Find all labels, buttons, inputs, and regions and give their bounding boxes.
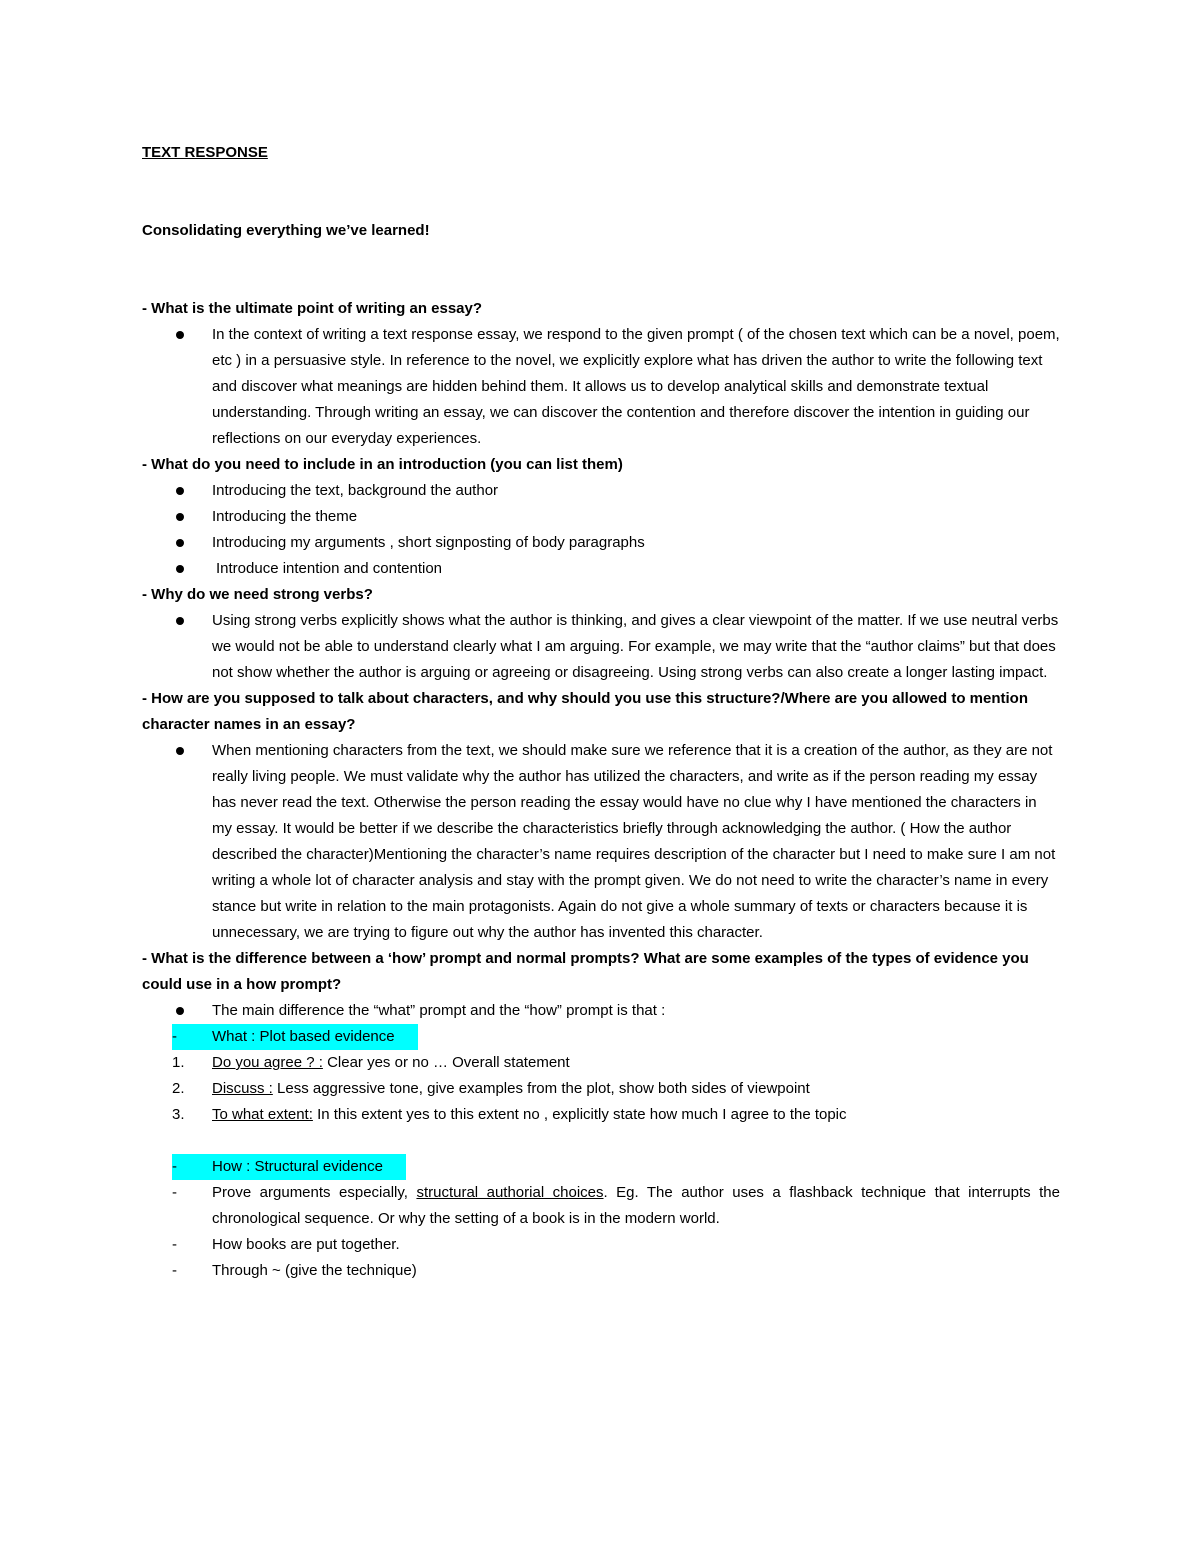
bullet-icon xyxy=(176,539,184,547)
item-text: How books are put together. xyxy=(212,1236,400,1253)
question-strong-verbs: - Why do we need strong verbs? xyxy=(142,586,373,603)
dash-marker: - xyxy=(172,1028,177,1045)
item-text: Prove arguments especially, xyxy=(212,1184,417,1201)
item-number: 3. xyxy=(172,1106,185,1123)
dash-marker: - xyxy=(172,1158,177,1175)
dash-marker: - xyxy=(172,1262,177,1279)
answer-text: Introducing my arguments , short signposting of body paragraphs xyxy=(212,534,645,551)
what-heading-row xyxy=(142,1024,1060,1050)
item-label: Do you agree ? : xyxy=(212,1054,323,1071)
list-item xyxy=(142,530,1060,556)
item-label: To what extent: xyxy=(212,1106,313,1123)
list-item xyxy=(142,504,1060,530)
item-text: Through ~ (give the technique) xyxy=(212,1262,417,1279)
bullet-icon xyxy=(176,513,184,521)
answer-text: When mentioning characters from the text, we should make sure we reference that it is a creation of the author, as they are not really living people. We must validate why the author has utilized the characters, and write as if the person reading my essay has never read the text. Otherwise the person reading the essay would have no clue why I have mentioned the characters in my essay. It would be better if we describe the characteristics briefly through acknowledging the author. ( How the author described the character)Mentioning the character’s name requires description of the character but I need to make sure I am not writing a whole lot of character analysis and stay with the prompt given. We do not need to write the character’s name in every stance but write in relation to the main protagonists. Again do not give a whole summary of texts or characters because it is unnecessary, we are trying to figure out why the author has invented this character. xyxy=(212,742,1056,941)
item-number: 2. xyxy=(172,1080,185,1097)
dash-item xyxy=(142,1232,1060,1258)
bullet-icon xyxy=(176,331,184,339)
how-heading: How : Structural evidence xyxy=(212,1158,383,1175)
document-subtitle: Consolidating everything we’ve learned! xyxy=(142,222,430,239)
dash-item xyxy=(142,1258,1060,1284)
bullet-icon xyxy=(176,617,184,625)
question-introduction: - What do you need to include in an introduction (you can list them) xyxy=(142,456,623,473)
item-label: Discuss : xyxy=(212,1080,273,1097)
list-item xyxy=(142,998,1060,1024)
what-heading: What : Plot based evidence xyxy=(212,1028,395,1045)
bullet-icon xyxy=(176,487,184,495)
item-text: Less aggressive tone, give examples from the plot, show both sides of viewpoint xyxy=(272,1080,810,1097)
answer-text: Introduce intention and contention xyxy=(216,560,443,577)
item-text: Clear yes or no … Overall statement xyxy=(322,1054,570,1071)
item-underlined: structural authorial choices xyxy=(416,1184,604,1201)
numbered-item xyxy=(142,1102,1060,1128)
list-item xyxy=(142,478,1060,504)
bullet-icon xyxy=(176,1007,184,1015)
question-ultimate-point: - What is the ultimate point of writing an essay? xyxy=(142,300,483,317)
item-text: In this extent yes to this extent no , explicitly state how much I agree to the topic xyxy=(312,1106,847,1123)
numbered-item xyxy=(142,1050,1060,1076)
list-item xyxy=(142,322,1060,452)
answer-text: In the context of writing a text response essay, we respond to the given prompt ( of the chosen text which can be a novel, poem, etc ) in a persuasive style. In reference to the novel, we explicitly explore what has driven the author to write the following text and discover what meanings are hidden behind them. It allows us to develop analytical skills and demonstrate textual understanding. Through writing an essay, we can discover the contention and therefore discover the intention in guiding our reflections on our everyday experiences. xyxy=(212,326,1060,447)
answer-text: Using strong verbs explicitly shows what the author is thinking, and gives a clear viewpoint of the matter. If we use neutral verbs we would not be able to understand clearly what I am arguing. For example, we may write that the “author claims” but that does not show whether the author is arguing or agreeing or disagreeing. Using strong verbs can also create a longer lasting impact. xyxy=(212,612,1059,681)
list-item xyxy=(142,738,1060,946)
dash-item xyxy=(142,1180,1060,1232)
document-page xyxy=(142,140,1060,1284)
list-item xyxy=(142,556,1060,582)
item-text: . Eg. The author uses a flashback technique that interrupts the chronological sequence. Or why the setting of a book is in the modern world. xyxy=(212,1184,1060,1227)
dash-marker: - xyxy=(172,1236,177,1253)
answer-text: Introducing the theme xyxy=(212,508,358,525)
spacer xyxy=(142,1128,1060,1154)
document-title: TEXT RESPONSE xyxy=(142,144,268,161)
list-item xyxy=(142,608,1060,686)
dash-marker: - xyxy=(172,1184,177,1201)
question-how-prompt: - What is the difference between a ‘how’ prompt and normal prompts? What are some examples of the types of evidence you could use in a how prompt? xyxy=(142,950,1029,993)
how-heading-row xyxy=(142,1154,1060,1180)
item-number: 1. xyxy=(172,1054,185,1071)
answer-text: The main difference the “what” prompt and the “how” prompt is that : xyxy=(212,1002,666,1019)
bullet-icon xyxy=(176,747,184,755)
numbered-item xyxy=(142,1076,1060,1102)
answer-text: Introducing the text, background the author xyxy=(212,482,499,499)
bullet-icon xyxy=(176,565,184,573)
question-characters: - How are you supposed to talk about characters, and why should you use this structure?/Where are you allowed to mention character names in an essay? xyxy=(142,690,1028,733)
